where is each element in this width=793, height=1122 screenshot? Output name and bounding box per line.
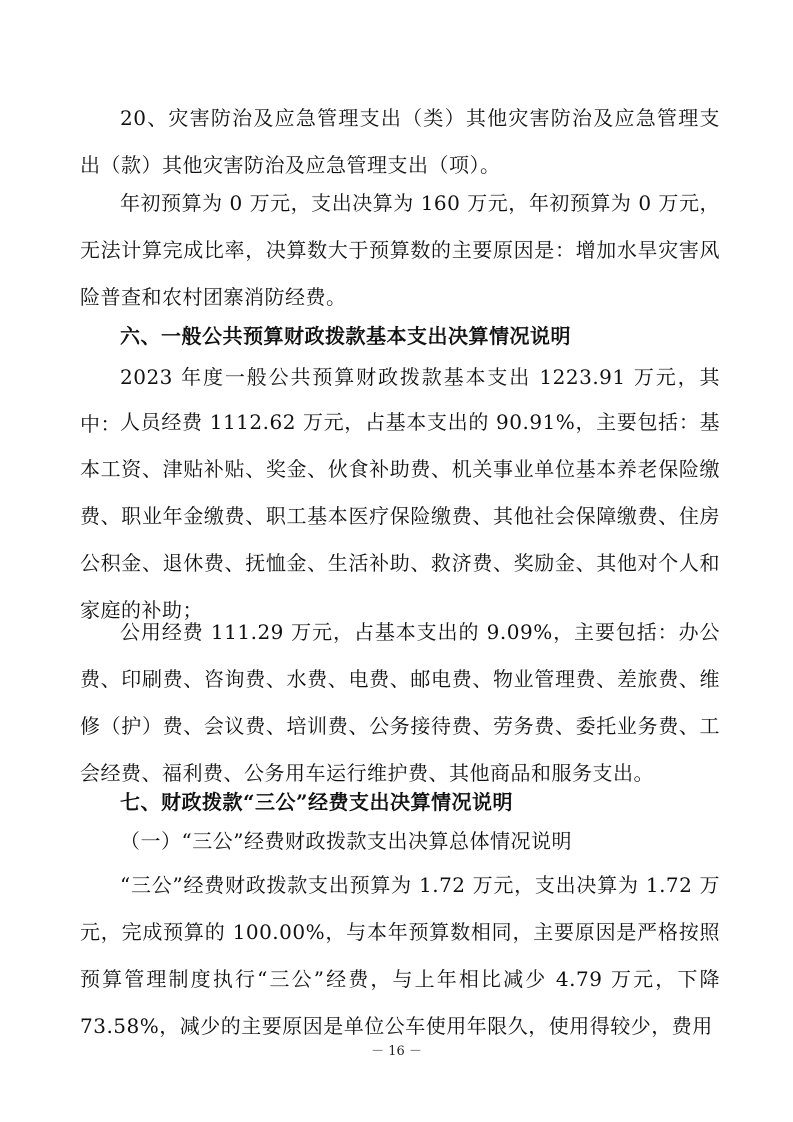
section-heading-seven: 七、财政拨款“三公”经费支出决算情况说明 xyxy=(120,790,514,814)
paragraph-three-public-expenses: “三公”经费财政拨款支出预算为 1.72 万元，支出决算为 1.72 万元，完成预算的 100.00%，与本年预算数相同，主要原因是严格按照预算管理制度执行“三公”经费，与上年相比减少 4.79 万元，下降 73.58%，减少的主要原因是单位公车使用年限久，使用得较少，费用 xyxy=(80,873,720,1038)
subsection-heading-overall: （一）“三公”经费财政拨款支出决算总体情况说明 xyxy=(120,829,572,853)
paragraph-disaster-budget-explanation: 年初预算为 0 万元，支出决算为 160 万元，年初预算为 0 万元，无法计算完成比率，决算数大于预算数的主要原因是：增加水旱灾害风险普查和农村团寨消防经费。 xyxy=(80,191,720,309)
paragraph-public-expenses: 公用经费 111.29 万元，占基本支出的 9.09%，主要包括：办公费、印刷费、咨询费、水费、电费、邮电费、物业管理费、差旅费、维修（护）费、会议费、培训费、公务接待费、劳务费、委托业务费、工会经费、福利费、公务用车运行维护费、其他商品和服务支出。 xyxy=(80,620,720,785)
paragraph-disaster-prevention-item: 20、灾害防治及应急管理支出（类）其他灾害防治及应急管理支出（款）其他灾害防治及应急管理支出（项）。 xyxy=(80,106,720,177)
section-heading-six: 六、一般公共预算财政拨款基本支出决算情况说明 xyxy=(120,324,571,348)
paragraph-personnel-expenses: 人员经费 1112.62 万元，占基本支出的 90.91%，主要包括：基本工资、津贴补贴、奖金、伙食补助费、机关事业单位基本养老保险缴费、职业年金缴费、职工基本医疗保险缴费、其他社会保障缴费、住房公积金、退休费、抚恤金、生活补助、救济费、奖励金、其他对个人和家庭的补助； xyxy=(80,410,720,622)
page-number: － 16 － xyxy=(371,1044,422,1059)
paragraph-basic-expenditure-total: 2023 年度一般公共预算财政拨款基本支出 1223.91 万元，其中： xyxy=(80,365,720,436)
